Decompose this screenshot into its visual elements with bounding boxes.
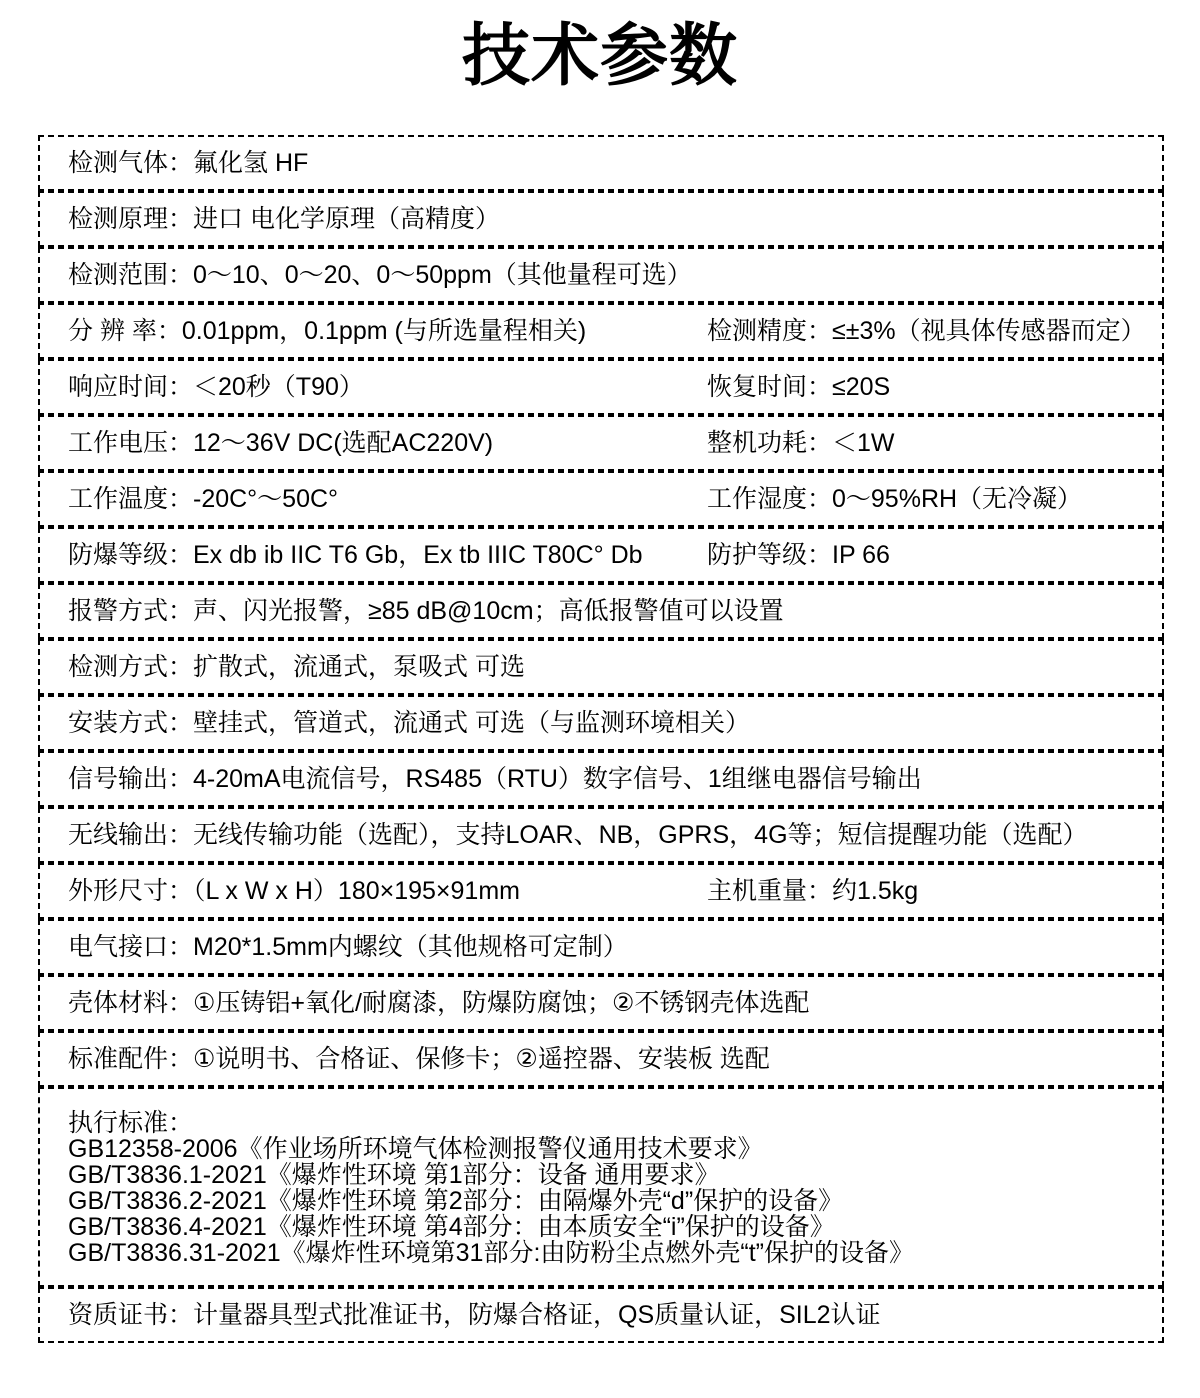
spec-text: 信号输出：4-20mA电流信号，RS485（RTU）数字信号、1组继电器信号输出	[68, 765, 922, 793]
spec-text: 电气接口：M20*1.5mm内螺纹（其他规格可定制）	[68, 933, 628, 961]
spec-line: 执行标准：	[68, 1109, 194, 1137]
spec-row	[38, 919, 1164, 975]
spec-line: GB/T3836.2-2021《爆炸性环境 第2部分：由隔爆外壳“d”保护的设备》	[68, 1187, 844, 1215]
spec-text: 标准配件：①说明书、合格证、保修卡；②遥控器、安装板 选配	[68, 1045, 770, 1073]
spec-row	[38, 695, 1164, 751]
spec-row	[38, 1031, 1164, 1087]
spec-text: 无线输出：无线传输功能（选配），支持LOAR、NB，GPRS，4G等；短信提醒功能（选配）	[68, 821, 1088, 849]
spec-row	[38, 191, 1164, 247]
spec-right-cell: 检测精度：≤±3%（视具体传感器而定）	[707, 317, 1146, 345]
spec-row	[38, 135, 1164, 191]
spec-line: GB12358-2006《作业场所环境气体检测报警仪通用技术要求》	[68, 1135, 763, 1163]
spec-line: GB/T3836.4-2021《爆炸性环境 第4部分：由本质安全“i”保护的设备》	[68, 1213, 835, 1241]
spec-right-cell: 防护等级：IP 66	[707, 541, 890, 569]
spec-left-cell: 外形尺寸：（L x W x H）180×195×91mm	[68, 877, 520, 905]
spec-left-cell: 工作温度：-20C°～50C°	[68, 485, 339, 513]
spec-right-cell: 整机功耗：＜1W	[707, 429, 895, 457]
spec-text: 报警方式：声、闪光报警，≥85 dB@10cm；高低报警值可以设置	[68, 597, 784, 625]
spec-row	[38, 1287, 1164, 1343]
spec-row	[38, 751, 1164, 807]
spec-line: GB/T3836.31-2021《爆炸性环境第31部分:由防粉尘点燃外壳“t”保护的设备》	[68, 1239, 914, 1267]
spec-row	[38, 415, 1164, 471]
spec-row	[38, 303, 1164, 359]
spec-line: GB/T3836.1-2021《爆炸性环境 第1部分：设备 通用要求》	[68, 1161, 720, 1189]
spec-row	[38, 583, 1164, 639]
spec-text: 检测气体：氟化氢 HF	[68, 149, 309, 177]
spec-left-cell: 防爆等级：Ex db ib IIC T6 Gb，Ex tb IIIC T80C° Db	[68, 541, 643, 569]
spec-right-cell: 工作湿度：0～95%RH（无冷凝）	[707, 485, 1083, 513]
spec-left-cell: 响应时间：＜20秒（T90）	[68, 373, 364, 401]
spec-text: 检测原理：进口 电化学原理（高精度）	[68, 205, 500, 233]
spec-row	[38, 1087, 1164, 1287]
spec-right-cell: 主机重量：约1.5kg	[707, 877, 919, 905]
spec-row	[38, 527, 1164, 583]
spec-left-cell: 分 辨 率：0.01ppm，0.1ppm (与所选量程相关)	[68, 317, 587, 345]
spec-row	[38, 247, 1164, 303]
page-title: 技术参数	[461, 18, 738, 94]
spec-row	[38, 471, 1164, 527]
spec-row	[38, 807, 1164, 863]
page-header	[0, 0, 1200, 135]
spec-right-cell: 恢复时间：≤20S	[707, 373, 891, 401]
spec-left-cell: 工作电压：12～36V DC(选配AC220V)	[68, 429, 494, 457]
spec-row	[38, 359, 1164, 415]
spec-text: 壳体材料：①压铸铝+氧化/耐腐漆，防爆防腐蚀；②不锈钢壳体选配	[68, 989, 810, 1017]
spec-text: 资质证书：计量器具型式批准证书，防爆合格证，QS质量认证，SIL2认证	[68, 1301, 881, 1329]
spec-text: 检测范围：0～10、0～20、0～50ppm（其他量程可选）	[68, 261, 692, 289]
spec-text: 安装方式：壁挂式，管道式，流通式 可选（与监测环境相关）	[68, 709, 750, 737]
spec-table	[38, 135, 1164, 1343]
spec-row	[38, 975, 1164, 1031]
spec-row	[38, 863, 1164, 919]
spec-row	[38, 639, 1164, 695]
spec-text: 检测方式：扩散式，流通式，泵吸式 可选	[68, 653, 525, 681]
